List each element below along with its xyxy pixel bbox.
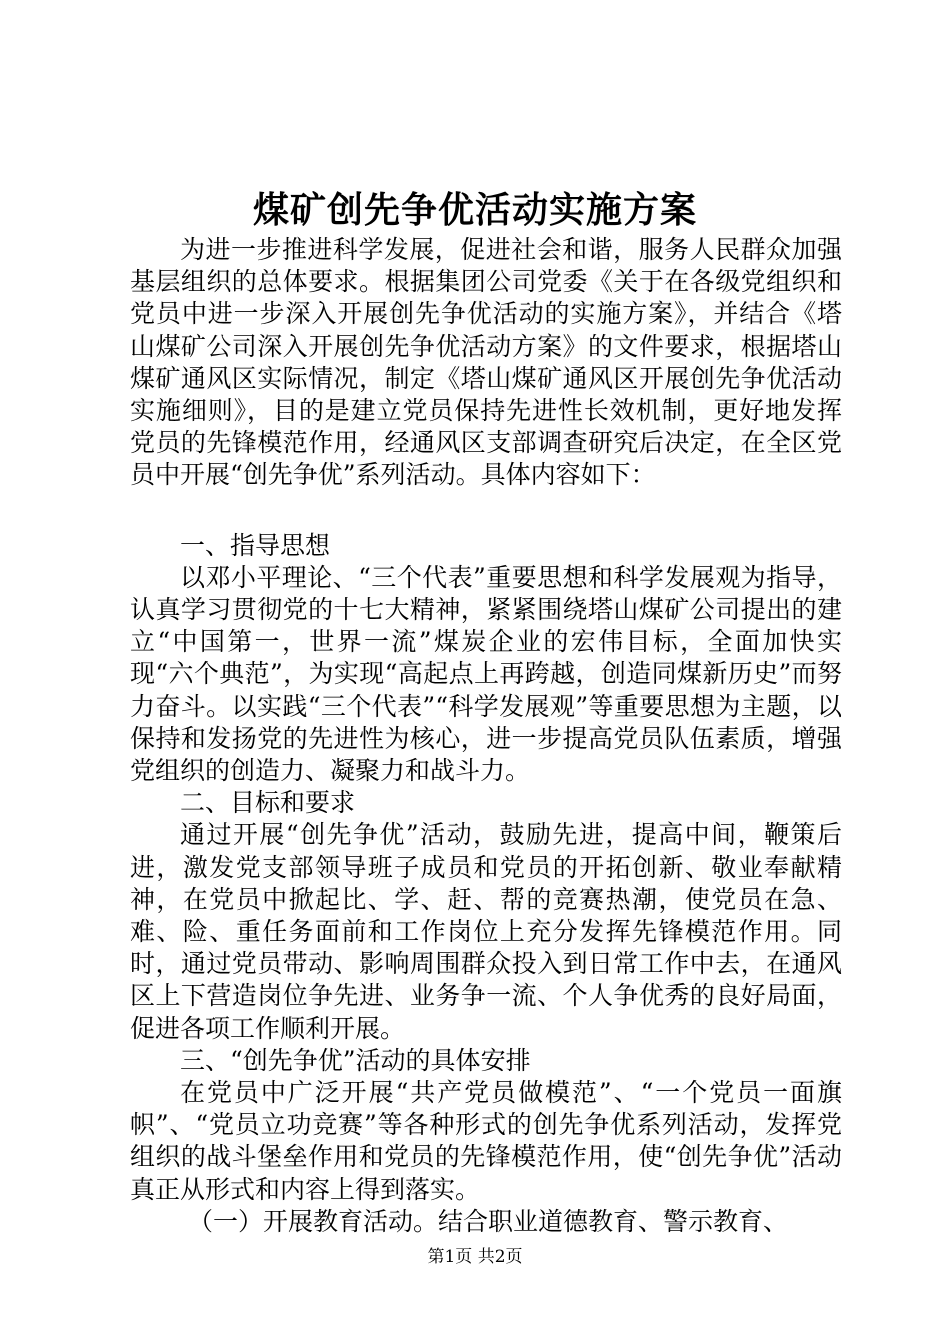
section-2-paragraph: 通过开展“创先争优”活动，鼓励先进，提高中间，鞭策后进，激发党支部领导班子成员和党员的开拓创新、敬业奉献精神，在党员中掀起比、学、赶、帮的竞赛热潮，使党员在急、难、险、重任务面前和工作岗位上充分发挥先锋模范作用。同时，通过党员带动、影响周围群众投入到日常工作中去，在通风区上下营造岗位争先进、业务争一流、个人争优秀的良好局面，促进各项工作顺利开展。 [130,820,842,1043]
document-body [130,234,842,1238]
paragraph-gap [130,492,842,530]
subsection-1-line: （一）开展教育活动。结合职业道德教育、警示教育、 [188,1206,789,1236]
page-footer: 第1页 共2页 [427,1247,523,1267]
section-1-paragraph: 以邓小平理论、“三个代表”重要思想和科学发展观为指导，认真学习贯彻党的十七大精神，紧紧围绕塔山煤矿公司提出的建立“中国第一，世界一流”煤炭企业的宏伟目标，全面加快实现“六个典范”，为实现“高起点上再跨越，创造同煤新历史”而努力奋斗。以实践“三个代表”“科学发展观”等重要思想为主题，以保持和发扬党的先进性为核心，进一步提高党员队伍素质，增强党组织的创造力、凝聚力和战斗力。 [130,562,842,786]
intro-paragraph: 为进一步推进科学发展，促进社会和谐，服务人民群众加强基层组织的总体要求。根据集团公司党委《关于在各级党组织和党员中进一步深入开展创先争优活动的实施方案》，并结合《塔山煤矿公司深入开展创先争优活动方案》的文件要求，根据塔山煤矿通风区实际情况，制定《塔山煤矿通风区开展创先争优活动实施细则》，目的是建立党员保持先进性长效机制，更好地发挥党员的先锋模范作用，经通风区支部调查研究后决定，在全区党员中开展“创先争优”系列活动。具体内容如下： [130,235,842,490]
section-1-heading: 一、指导思想 [180,530,331,560]
section-3-paragraph: 在党员中广泛开展“共产党员做模范”、“一个党员一面旗帜”、“党员立功竞赛”等各种形式的创先争优系列活动，发挥党组织的战斗堡垒作用和党员的先锋模范作用，使“创先争优”活动真正从形式和内容上得到落实。 [130,1078,842,1204]
section-2-heading: 二、目标和要求 [180,788,356,818]
section-3-heading: 三、“创先争优”活动的具体安排 [180,1045,531,1075]
document-title: 煤矿创先争优活动实施方案 [252,189,697,231]
